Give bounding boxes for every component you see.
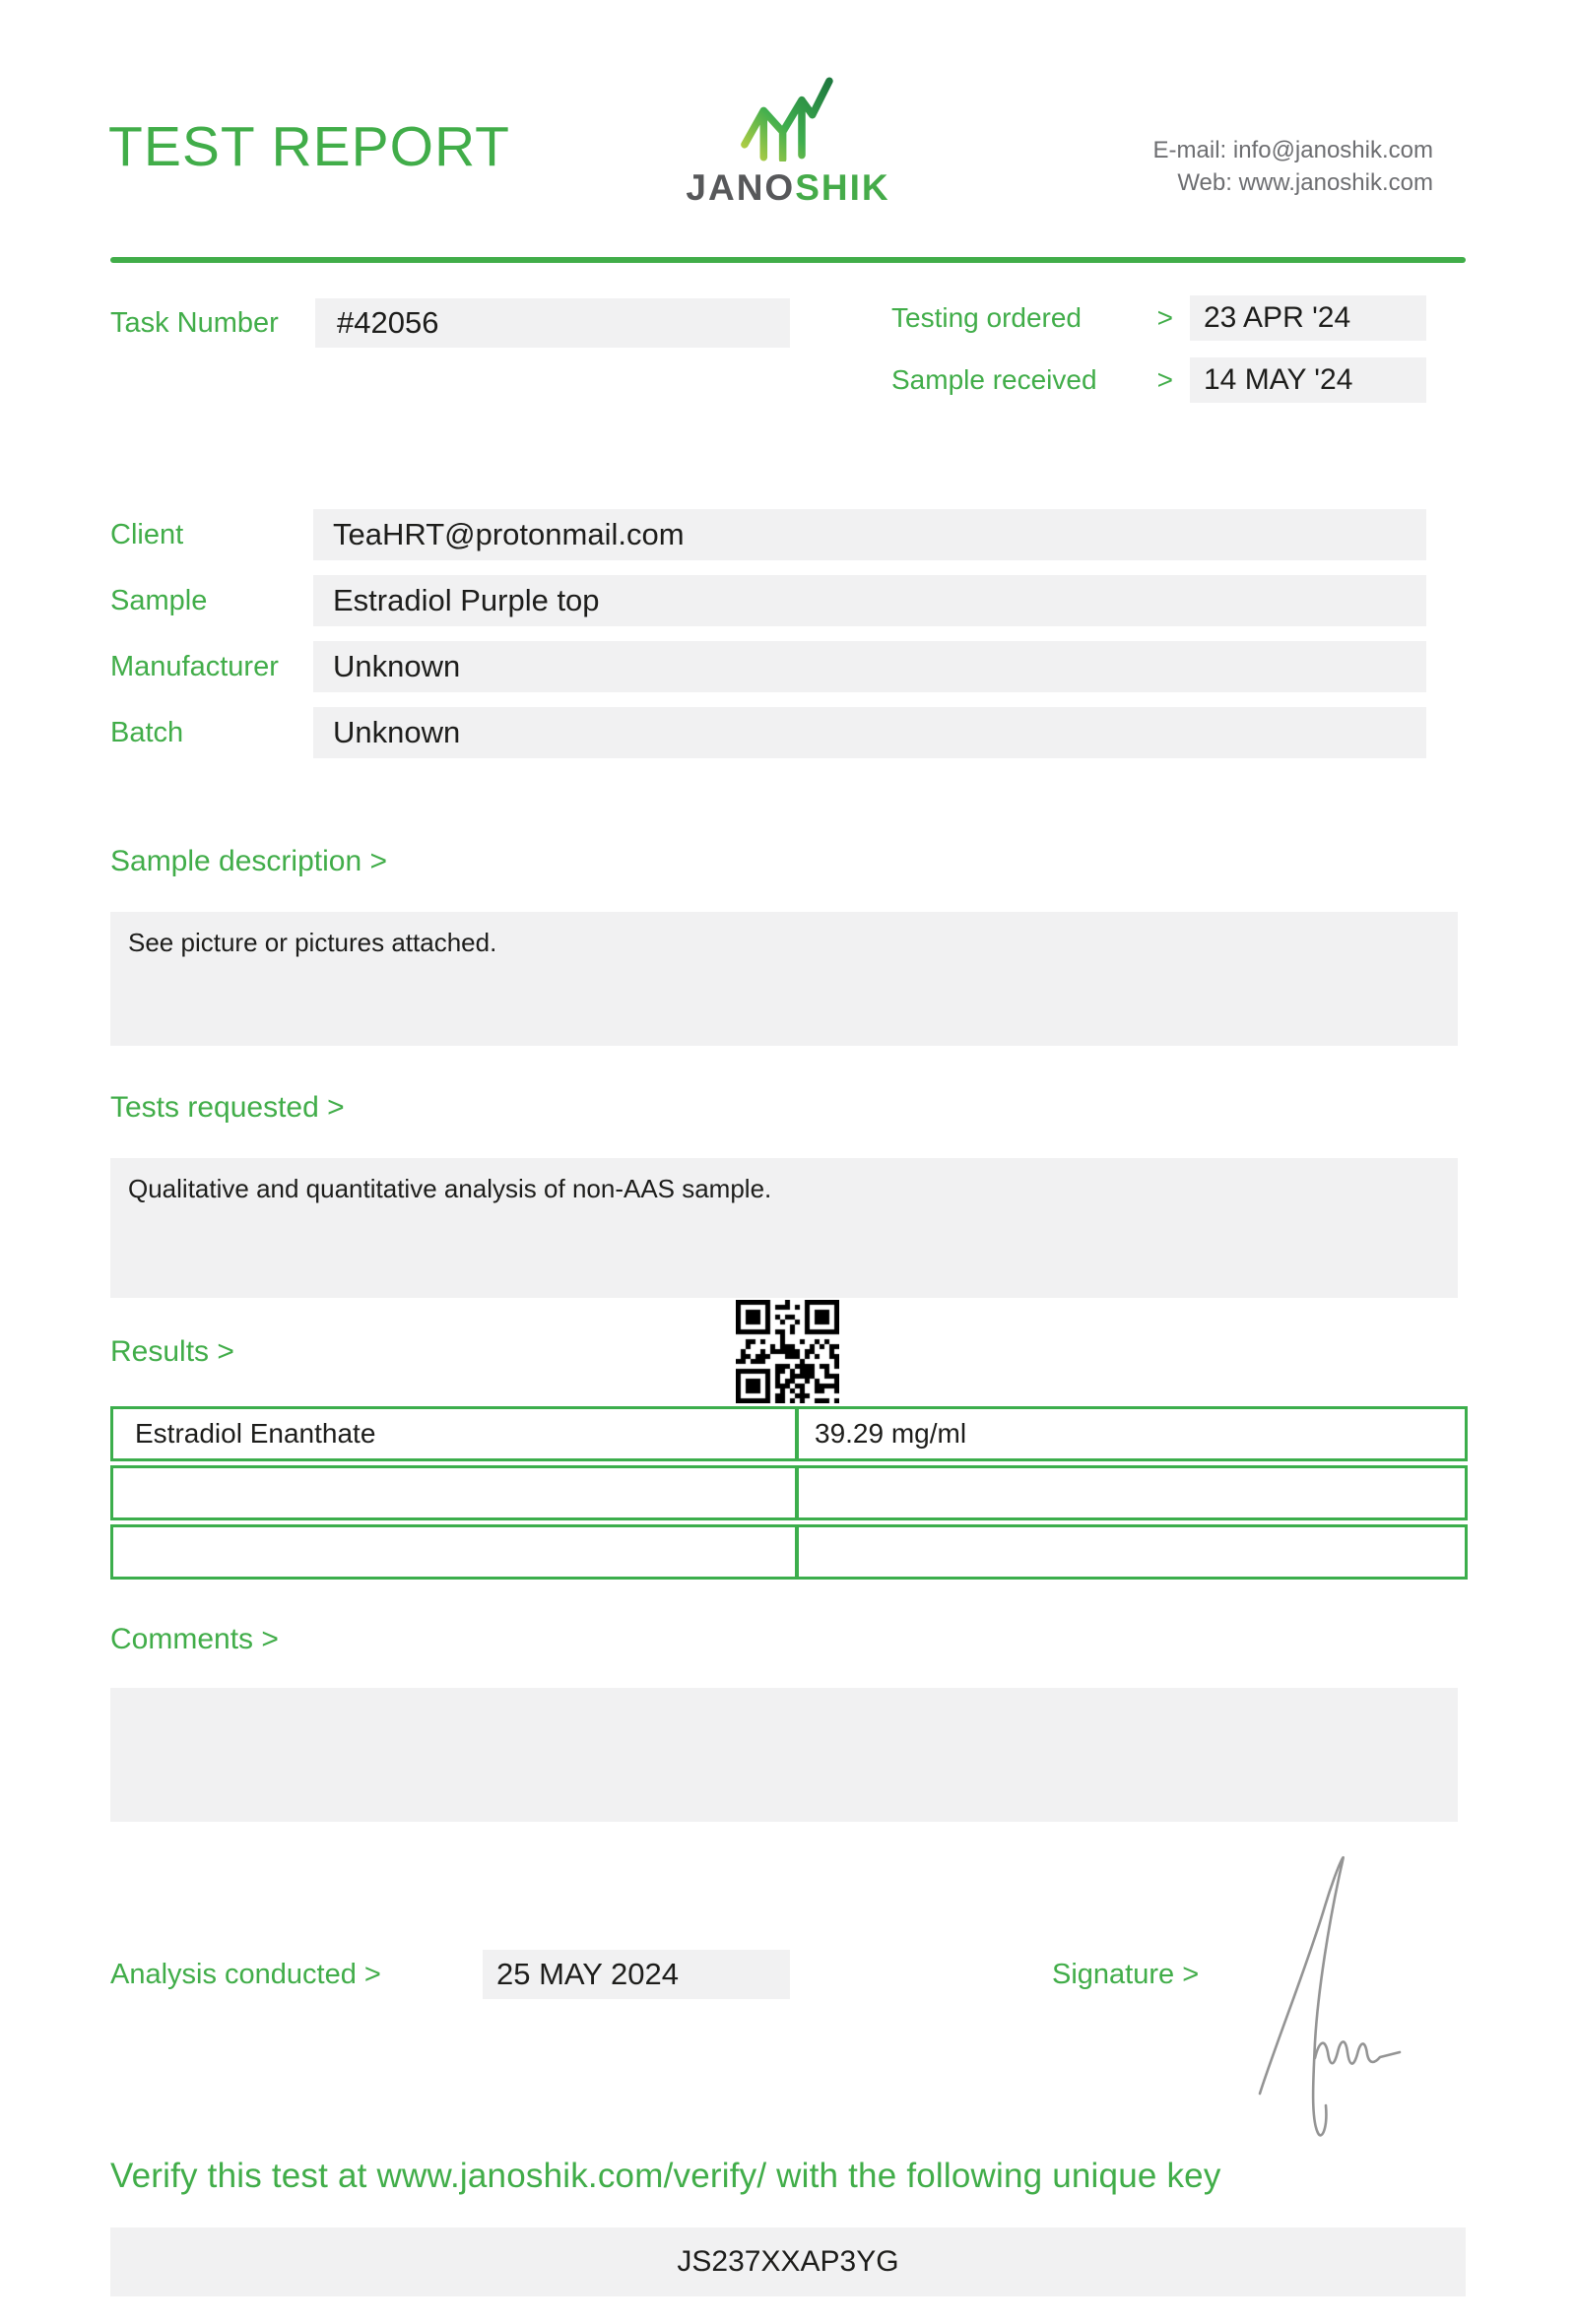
tests-requested-box: Qualitative and quantitative analysis of non-AAS sample.	[110, 1158, 1458, 1298]
sample-received-label	[891, 357, 1173, 403]
logo-wordmark	[650, 167, 926, 209]
arrow-glyph: >	[1156, 364, 1173, 395]
sample-received-value: 14 MAY '24	[1190, 357, 1426, 403]
table-row	[110, 1465, 1468, 1520]
web-address: www.janoshik.com	[1238, 169, 1433, 196]
arrow-glyph: >	[1156, 302, 1173, 333]
email-address: info@janoshik.com	[1232, 137, 1433, 163]
batch-label: Batch	[110, 717, 184, 748]
analysis-date-value: 25 MAY 2024	[483, 1950, 790, 1999]
contact-info	[1153, 134, 1433, 199]
testing-ordered-value: 23 APR '24	[1190, 295, 1426, 341]
qr-code	[736, 1300, 839, 1403]
verify-instruction: Verify this test at www.janoshik.com/verify/ with the following unique key	[110, 2157, 1221, 2195]
result-substance: Estradiol Enanthate	[110, 1406, 797, 1461]
contact-email-line	[1153, 134, 1433, 166]
table-row	[110, 1524, 1468, 1580]
comments-heading: Comments >	[110, 1623, 279, 1655]
logo-text-shik: SHIK	[795, 167, 890, 208]
testing-ordered-label	[891, 295, 1173, 341]
handwritten-signature	[1246, 1849, 1413, 2145]
task-number-label: Task Number	[110, 307, 279, 339]
result-concentration	[797, 1524, 1468, 1580]
result-concentration: 39.29 mg/ml	[797, 1406, 1468, 1461]
contact-web-line	[1153, 166, 1433, 199]
page-title: TEST REPORT	[108, 115, 510, 178]
results-heading: Results >	[110, 1335, 234, 1368]
unique-key-value: JS237XXAP3YG	[110, 2227, 1466, 2296]
sample-label: Sample	[110, 585, 208, 616]
janoshik-logo	[650, 77, 926, 209]
client-value: TeaHRT@protonmail.com	[313, 509, 1426, 560]
web-label: Web:	[1177, 169, 1232, 196]
client-label: Client	[110, 519, 184, 550]
analysis-conducted-label: Analysis conducted >	[110, 1959, 381, 1990]
growth-chart-icon	[739, 77, 837, 161]
result-concentration	[797, 1465, 1468, 1520]
batch-value: Unknown	[313, 707, 1426, 758]
sample-received-text: Sample received	[891, 364, 1097, 395]
sample-description-box: See picture or pictures attached.	[110, 912, 1458, 1046]
sample-description-heading: Sample description >	[110, 845, 387, 877]
signature-label: Signature >	[1052, 1959, 1200, 1990]
results-table	[110, 1406, 1468, 1583]
table-row	[110, 1406, 1468, 1461]
testing-ordered-text: Testing ordered	[891, 302, 1083, 333]
email-label: E-mail:	[1152, 137, 1227, 163]
manufacturer-label: Manufacturer	[110, 651, 279, 682]
result-substance	[110, 1465, 797, 1520]
header-divider	[110, 257, 1466, 263]
manufacturer-value: Unknown	[313, 641, 1426, 692]
comments-box	[110, 1688, 1458, 1822]
sample-value: Estradiol Purple top	[313, 575, 1426, 626]
result-substance	[110, 1524, 797, 1580]
tests-requested-heading: Tests requested >	[110, 1091, 345, 1124]
task-number-value: #42056	[315, 298, 790, 348]
logo-text-jano: JANO	[686, 167, 796, 208]
